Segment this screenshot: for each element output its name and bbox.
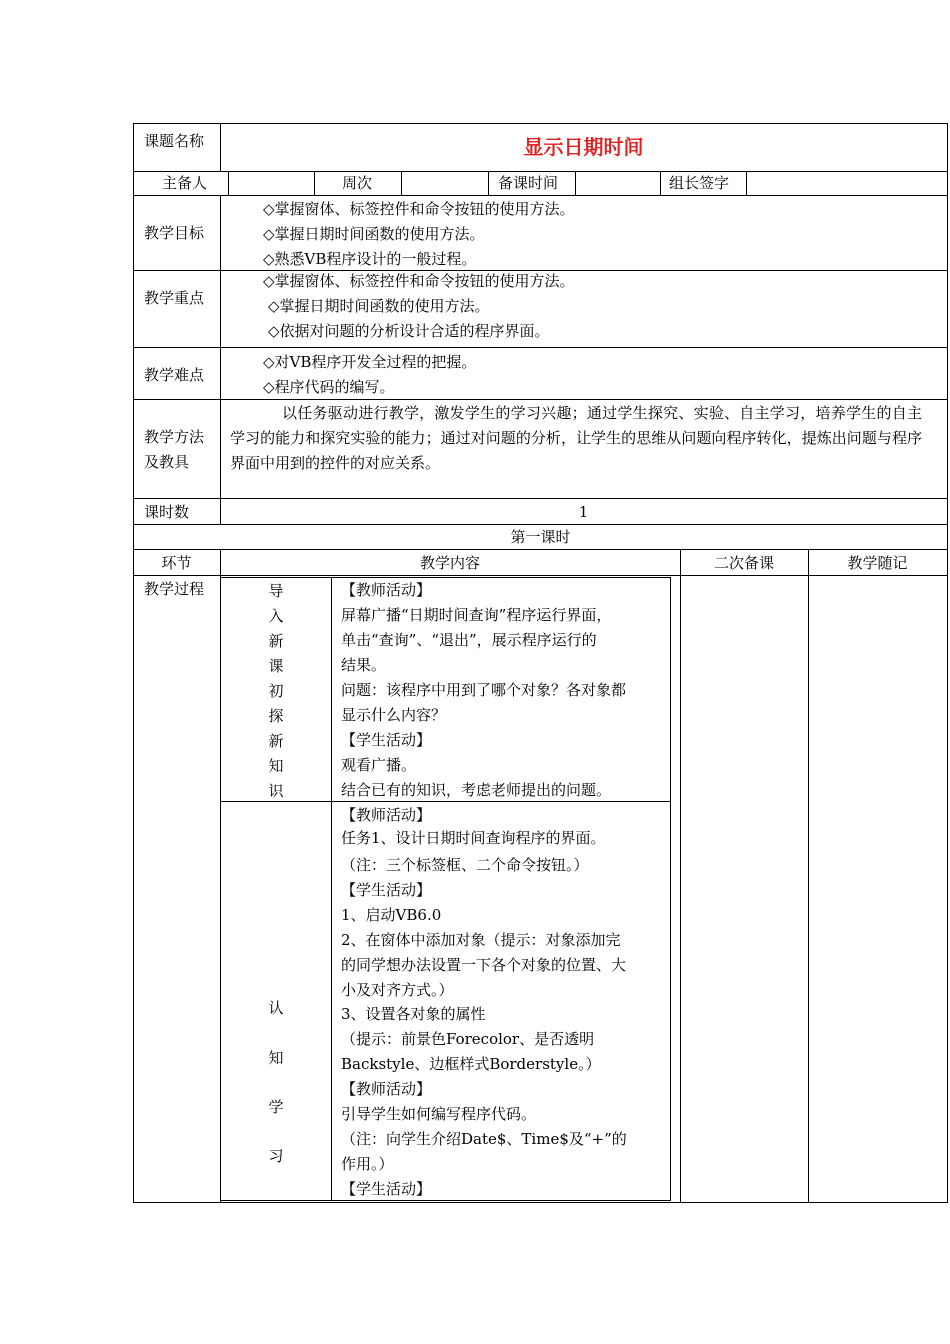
stage1-char: 入	[268, 607, 284, 625]
stage2-line: 2、在窗体中添加对象（提示：对象添加完	[341, 931, 621, 949]
key-points-label: 教学重点	[144, 289, 205, 307]
stage2-line: （提示：前景色Forecolor、是否透明	[341, 1030, 595, 1048]
stage1-line: 【学生活动】	[341, 731, 432, 749]
goals-label: 教学目标	[144, 224, 205, 242]
topic-title: 显示日期时间	[523, 135, 644, 159]
hours-label: 课时数	[144, 503, 190, 521]
stage1-char: 新	[268, 632, 284, 650]
difficulty-item: ◇程序代码的编写。	[263, 378, 395, 396]
stage2-line: 【学生活动】	[341, 1180, 432, 1198]
col-notes: 教学随记	[847, 554, 908, 572]
methods-label-line1: 教学方法	[144, 428, 205, 446]
stage1-line: 【教师活动】	[341, 581, 432, 599]
stage1-char: 探	[268, 707, 284, 725]
key-point-item: ◇依据对问题的分析设计合适的程序界面。	[268, 322, 550, 340]
stage1-line: 问题：该程序中用到了哪个对象？各对象都	[341, 681, 627, 699]
goal-item: ◇掌握日期时间函数的使用方法。	[263, 225, 485, 243]
stage1-line: 屏幕广播“日期时间查询”程序运行界面，	[341, 606, 612, 624]
stage2-line: 引导学生如何编写程序代码。	[341, 1105, 537, 1123]
stage2-line: 3、设置各对象的属性	[341, 1005, 486, 1023]
stage2-line: （注：向学生介绍Date$、Time$及“+”的	[341, 1130, 627, 1148]
stage1-line: 单击“查询”、“退出”，展示程序运行的	[341, 631, 597, 649]
stage1-line: 观看广播。	[341, 756, 417, 774]
stage1-line: 结果。	[341, 656, 387, 674]
stage2-char: 认	[268, 999, 284, 1017]
stage2-char: 知	[268, 1049, 284, 1067]
key-point-item: ◇掌握日期时间函数的使用方法。	[268, 297, 490, 315]
stage1-char: 识	[268, 782, 284, 800]
methods-label-line2: 及教具	[144, 453, 190, 471]
stage2-line: 的同学想办法设置一下各个对象的位置、大	[341, 956, 627, 974]
stage2-line: 任务1、设计日期时间查询程序的界面。	[341, 829, 606, 847]
stage1-char: 课	[268, 657, 284, 675]
stage2-line: 【教师活动】	[341, 806, 432, 824]
stage2-char: 习	[268, 1147, 284, 1165]
col-section: 环节	[161, 554, 192, 572]
stage2-char: 学	[268, 1098, 284, 1116]
leader-sign-label: 组长签字	[669, 174, 730, 192]
stage1-char: 知	[268, 757, 284, 775]
stage2-line: 作用。）	[341, 1155, 394, 1173]
prep-time-label: 备课时间	[498, 174, 559, 192]
week-label: 周次	[342, 174, 373, 192]
preparer-label: 主备人	[162, 174, 208, 192]
goal-item: ◇熟悉VB程序设计的一般过程。	[263, 250, 477, 268]
stage2-line: 【学生活动】	[341, 881, 432, 899]
col-content: 教学内容	[419, 554, 480, 572]
stage1-line: 结合已有的知识，考虑老师提出的问题。	[341, 781, 612, 799]
goal-item: ◇掌握窗体、标签控件和命令按钮的使用方法。	[263, 200, 575, 218]
lesson-title: 第一课时	[510, 528, 571, 546]
difficulty-item: ◇对VB程序开发全过程的把握。	[263, 353, 477, 371]
methods-text: 以任务驱动进行教学，激发学生的学习兴趣；通过学生探究、实验、自主学习，培养学生的自主学习的能力和探究实验的能力；通过对问题的分析，让学生的思维从问题向程序转化，提炼出问题与程序界面中用到的控件的对应关系。	[230, 404, 922, 472]
process-label: 教学过程	[144, 580, 205, 598]
difficulties-label: 教学难点	[144, 366, 205, 384]
stage2-line: 【教师活动】	[341, 1080, 432, 1098]
stage2-line: 小及对齐方式。）	[341, 981, 454, 999]
stage1-char: 导	[268, 582, 284, 600]
stage1-line: 显示什么内容？	[341, 706, 447, 724]
stage2-line: （注：三个标签框、二个命令按钮。）	[341, 856, 589, 874]
stage2-line: Backstyle、边框样式Borderstyle。）	[341, 1055, 601, 1073]
stage2-line: 1、启动VB6.0	[341, 906, 442, 924]
stage1-char: 新	[268, 732, 284, 750]
col-second-prep: 二次备课	[713, 554, 774, 572]
stage1-char: 初	[268, 682, 284, 700]
topic-label: 课题名称	[144, 132, 205, 150]
hours-value: 1	[578, 503, 589, 521]
key-point-item: ◇掌握窗体、标签控件和命令按钮的使用方法。	[263, 272, 575, 290]
